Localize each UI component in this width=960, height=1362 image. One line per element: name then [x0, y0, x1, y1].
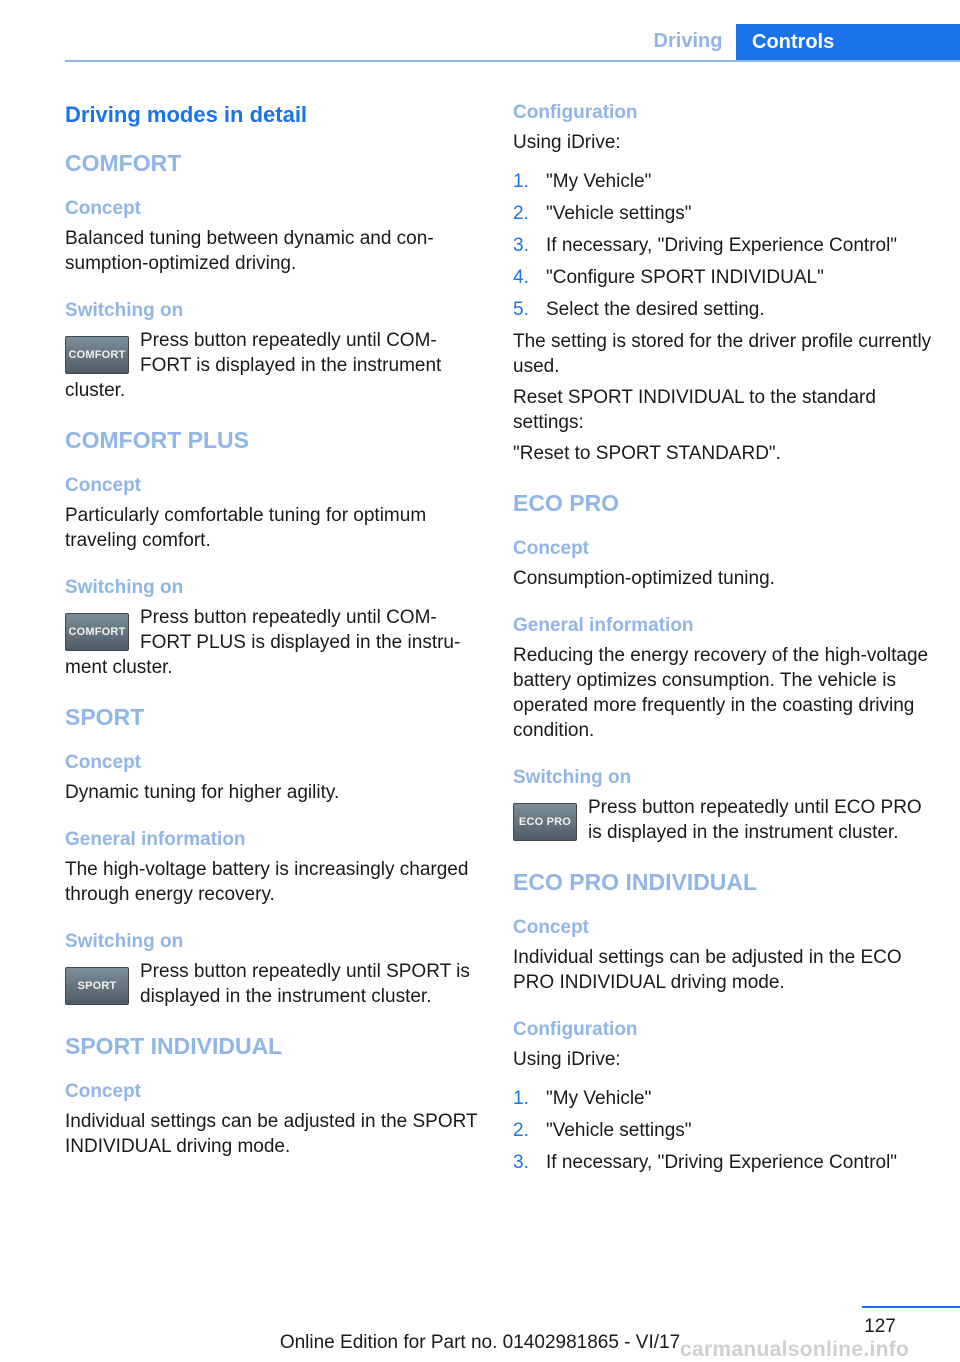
comfort-plus-heading: COMFORT PLUS [65, 427, 249, 453]
eco-pro-switch-text: Press button repeatedly until ECO PRO is displayed in the instrument cluster. [588, 797, 922, 843]
list-item: 2. "Vehicle settings" [513, 1120, 692, 1141]
right-column [513, 100, 933, 1182]
sport-heading: SPORT [65, 704, 145, 730]
list-item: 1. "My Vehicle" [513, 171, 652, 192]
sport-individual-concept-heading: Concept [65, 1081, 141, 1102]
config-reset-command: "Reset to SPORT STANDARD". [513, 443, 781, 464]
eco-pro-concept-heading: Concept [513, 538, 589, 559]
eco-pro-heading: ECO PRO [513, 490, 620, 516]
edition-note: Online Edition for Part no. 01402981865 - VI/17 [279, 1332, 681, 1353]
comfort-switch-paragraph [65, 328, 480, 403]
sport-button-icon: SPORT [65, 967, 129, 1005]
comfort-plus-button-icon: COMFORT [65, 613, 129, 651]
comfort-plus-concept-text: Particularly comfortable tuning for optimum traveling comfort. [65, 505, 427, 551]
comfort-concept-heading: Concept [65, 198, 141, 219]
eco-pro-individual-config-intro: Using iDrive: [513, 1049, 621, 1070]
comfort-concept-text: Balanced tuning between dynamic and consumption-optimized driving. [65, 228, 434, 274]
eco-pro-individual-heading: ECO PRO INDIVIDUAL [513, 869, 758, 895]
comfort-plus-switch-text: Press button repeatedly until COMFORT PLUS is displayed in the instrument cluster. [65, 607, 461, 678]
eco-pro-individual-concept-text: Individual settings can be adjusted in the ECO PRO INDIVIDUAL driving mode. [513, 947, 902, 993]
eco-pro-concept-text: Consumption-optimized tuning. [513, 568, 775, 589]
comfort-heading: COMFORT [65, 150, 182, 176]
header-rule [65, 60, 960, 62]
sport-switch-paragraph [65, 959, 480, 1009]
comfort-plus-switch-paragraph [65, 605, 480, 680]
list-item: 3. If necessary, "Driving Experience Control" [513, 235, 898, 256]
footer-rule [862, 1306, 960, 1308]
list-item: 5. Select the desired setting. [513, 299, 765, 320]
comfort-switch-text: Press button repeatedly until COMFORT is displayed in the instrument cluster. [65, 330, 442, 401]
list-item: 1. "My Vehicle" [513, 1088, 652, 1109]
config-intro: Using iDrive: [513, 132, 621, 153]
list-item: 4. "Configure SPORT INDIVIDUAL" [513, 267, 824, 288]
header-chapter-tab: Controls [736, 24, 960, 62]
page-number: 127 [864, 1316, 896, 1337]
sport-general-heading: General information [65, 829, 246, 850]
sport-switch-heading: Switching on [65, 931, 184, 952]
comfort-plus-switch-heading: Switching on [65, 577, 184, 598]
left-column [65, 100, 480, 1181]
watermark: carmanualsonline.info [680, 1338, 910, 1361]
sport-individual-heading: SPORT INDIVIDUAL [65, 1033, 283, 1059]
eco-pro-switch-paragraph [513, 795, 933, 845]
header-section: Driving [653, 30, 723, 52]
comfort-button-icon: COMFORT [65, 336, 129, 374]
eco-pro-individual-concept-heading: Concept [513, 917, 589, 938]
sport-individual-concept-text: Individual settings can be adjusted in the SPORT INDIVIDUAL driving mode. [65, 1111, 478, 1157]
eco-pro-switch-heading: Switching on [513, 767, 632, 788]
eco-pro-general-heading: General information [513, 615, 694, 636]
eco-pro-general-text: Reducing the energy recovery of the high-voltage battery optimizes consumption. The vehicle is operated more frequently in the coasting driving condition. [513, 645, 929, 741]
list-item: 2. "Vehicle settings" [513, 203, 692, 224]
sport-concept-text: Dynamic tuning for higher agility. [65, 782, 340, 803]
list-item: 3. If necessary, "Driving Experience Control" [513, 1152, 898, 1173]
eco-pro-individual-config-heading: Configuration [513, 1019, 638, 1040]
comfort-switch-heading: Switching on [65, 300, 184, 321]
sport-switch-text: Press button repeatedly until SPORT is displayed in the instrument cluster. [140, 961, 470, 1007]
eco-pro-button-icon: ECO PRO [513, 803, 577, 841]
sport-general-text: The high-voltage battery is increasingly charged through energy recovery. [65, 859, 469, 905]
config-steps-list [513, 169, 933, 322]
config-stored-text: The setting is stored for the driver profile currently used. [513, 331, 932, 377]
eco-pro-individual-steps-list [513, 1086, 933, 1175]
config-heading: Configuration [513, 102, 638, 123]
config-reset-text: Reset SPORT INDIVIDUAL to the standard settings: [513, 387, 876, 433]
page-title: Driving modes in detail [65, 102, 308, 127]
comfort-plus-concept-heading: Concept [65, 475, 141, 496]
sport-concept-heading: Concept [65, 752, 141, 773]
